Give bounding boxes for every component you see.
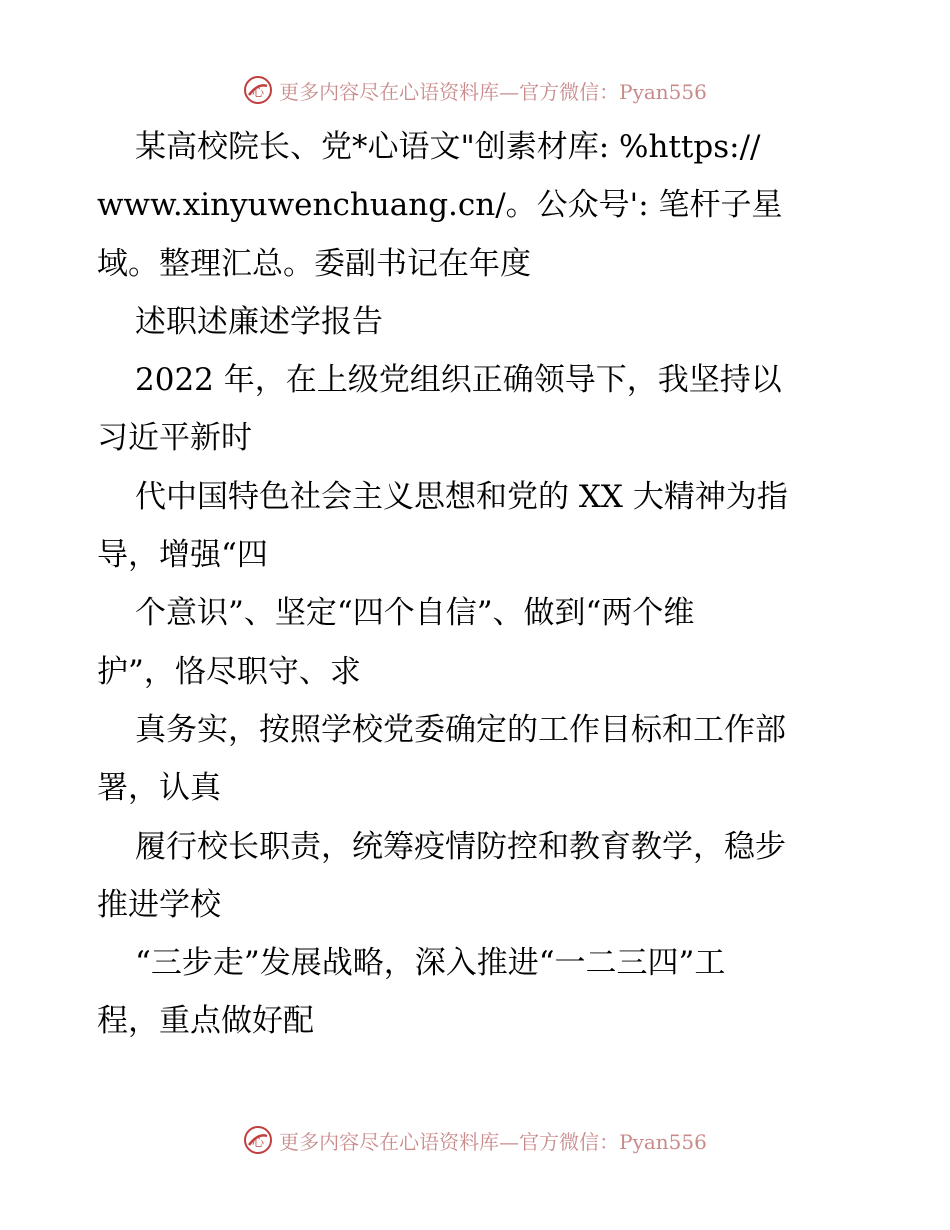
header-watermark-text: 更多内容尽在心语资料库—官方微信：Pyan556 xyxy=(279,79,707,104)
text-line: 导，增强“四 xyxy=(97,537,268,574)
text-line: 某高校院长、党*心语文"创素材库: %https:// xyxy=(135,129,761,165)
text-line: “三步走”发展战略，深入推进“一二三四”工 xyxy=(135,945,726,982)
footer-watermark xyxy=(0,1120,950,1160)
text-line: 代中国特色社会主义思想和党的 XX 大精神为指 xyxy=(135,478,788,515)
text-line: 个意识”、坚定“四个自信”、做到“两个维 xyxy=(135,595,695,632)
header-watermark xyxy=(0,70,950,110)
footer-watermark-text: 更多内容尽在心语资料库—官方微信：Pyan556 xyxy=(279,1129,707,1154)
text-line: 真务实，按照学校党委确定的工作目标和工作部 xyxy=(135,711,786,748)
text-line: 推进学校 xyxy=(97,886,221,923)
svg-text:心: 心 xyxy=(252,85,265,99)
text-line: 署，认真 xyxy=(97,770,221,807)
document-body xyxy=(97,118,887,1051)
brand-logo-icon xyxy=(243,1125,273,1155)
text-line: 履行校长职责，统筹疫情防控和教育教学，稳步 xyxy=(135,828,786,865)
text-line: 2022 年，在上级党组织正确领导下，我坚持以 xyxy=(135,362,782,399)
text-line: 护”，恪尽职守、求 xyxy=(97,653,361,690)
svg-text:心: 心 xyxy=(252,1135,265,1149)
text-line: 习近平新时 xyxy=(97,420,252,457)
text-line: 域。整理汇总。委副书记在年度 xyxy=(97,245,531,282)
brand-logo-icon xyxy=(243,75,273,105)
text-line: 述职述廉述学报告 xyxy=(135,303,383,340)
text-line: 程，重点做好配 xyxy=(97,1003,314,1040)
text-line: www.xinyuwenchuang.cn/。公众号': 笔杆子星 xyxy=(97,187,783,224)
